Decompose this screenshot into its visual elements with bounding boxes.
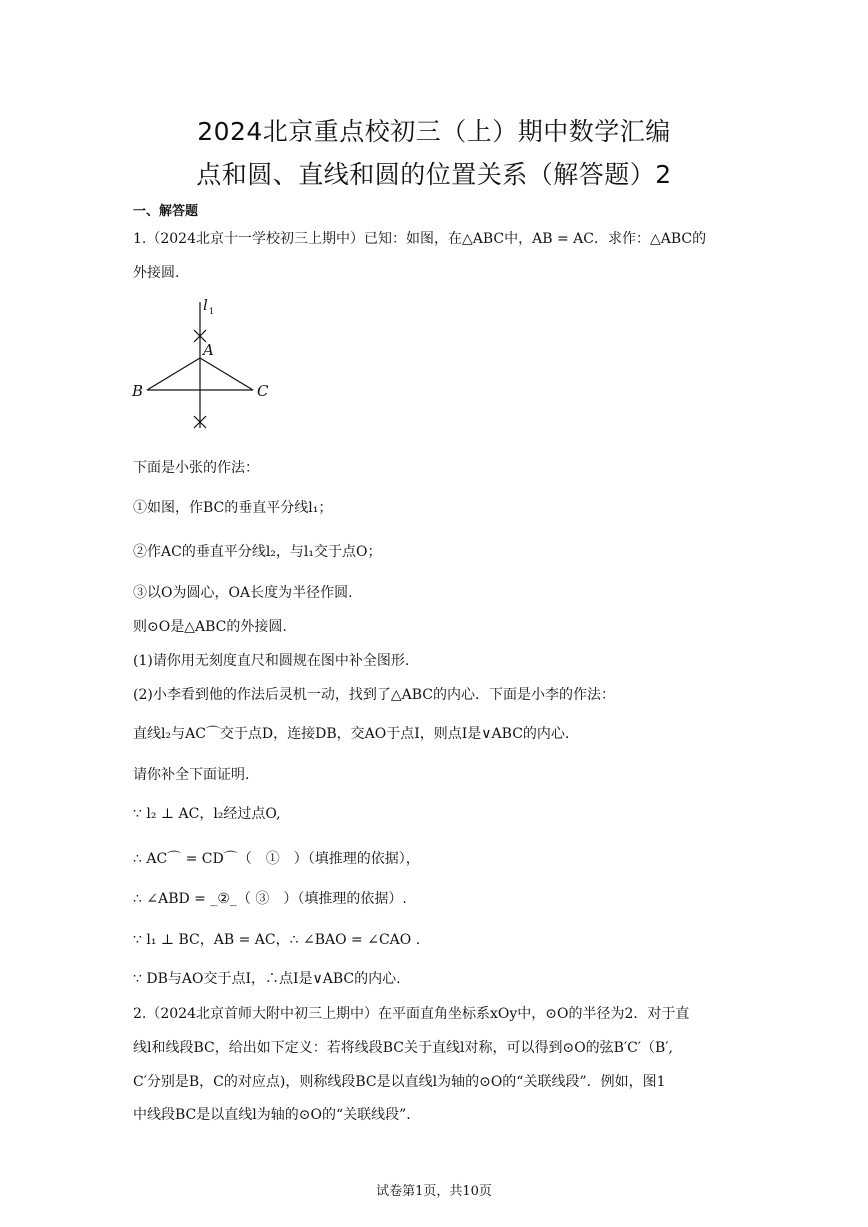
- part-2-method: 直线l₂与AC⌒交于点D，连接DB，交AO于点I，则点I是∨ABC的内心.: [133, 726, 570, 742]
- page-footer: 试卷第1页，共10页: [376, 1184, 492, 1199]
- page-subtitle: 点和圆、直线和圆的位置关系（解答题）2: [196, 160, 672, 189]
- step-2: ②作AC的垂直平分线l₂，与l₁交于点O；: [133, 544, 382, 560]
- triangle-figure: [125, 294, 285, 434]
- side-ab: [147, 358, 200, 390]
- page-title: 2024北京重点校初三（上）期中数学汇编: [197, 117, 671, 146]
- section-heading: 一、解答题: [133, 204, 199, 219]
- proof-intro: 请你补全下面证明.: [133, 767, 250, 783]
- conclusion: 则⊙O是△ABC的外接圆.: [133, 619, 287, 635]
- proof-line-5: ∵ DB与AO交于点I，∴点I是∨ABC的内心.: [133, 971, 401, 987]
- part-2: (2)小李看到他的作法后灵机一动，找到了△ABC的内心．下面是小李的作法：: [133, 687, 615, 703]
- step-1: ①如图，作BC的垂直平分线l₁；: [133, 500, 333, 516]
- step-3: ③以O为圆心，OA长度为半径作圆.: [133, 585, 353, 601]
- side-ac: [200, 358, 253, 390]
- proof-line-1: ∵ l₂ ⊥ AC，l₂经过点O,: [133, 806, 281, 822]
- q2-line4: 中线段BC是以直线l为轴的⊙O的“关联线段”.: [133, 1107, 411, 1123]
- q2-line1: 2.（2024北京首师大附中初三上期中）在平面直角坐标系xOy中，⊙O的半径为2．对于直: [133, 1006, 690, 1022]
- q2-line3: C′分别是B，C的对应点)，则称线段BC是以直线l为轴的⊙O的“关联线段”．例如，图1: [133, 1074, 666, 1090]
- q1-stem-line1: 1.（2024北京十一学校初三上期中）已知：如图，在△ABC中，AB = AC．求作：△ABC的: [133, 231, 707, 247]
- proof-line-4: ∵ l₁ ⊥ BC，AB = AC，∴ ∠BAO = ∠CAO .: [133, 932, 421, 948]
- label-l: l: [203, 296, 208, 314]
- label-c: C: [257, 382, 269, 400]
- label-a: A: [203, 341, 214, 359]
- method-intro: 下面是小张的作法：: [133, 460, 259, 476]
- q2-line2: 线l和线段BC，给出如下定义：若将线段BC关于直线l对称，可以得到⊙O的弦B′C′（B′,: [133, 1040, 673, 1056]
- proof-line-3: ∴ ∠ABD = _②_（ ③ ）（填推理的依据）.: [133, 891, 407, 907]
- label-b: B: [132, 382, 144, 400]
- q1-stem-line2: 外接圆.: [133, 265, 180, 281]
- proof-line-2: ∴ AC⌒ = CD⌒（ ① ）（填推理的依据），: [133, 851, 420, 867]
- part-1: (1)请你用无刻度直尺和圆规在图中补全图形.: [133, 653, 410, 669]
- label-l-sub: 1: [209, 307, 215, 316]
